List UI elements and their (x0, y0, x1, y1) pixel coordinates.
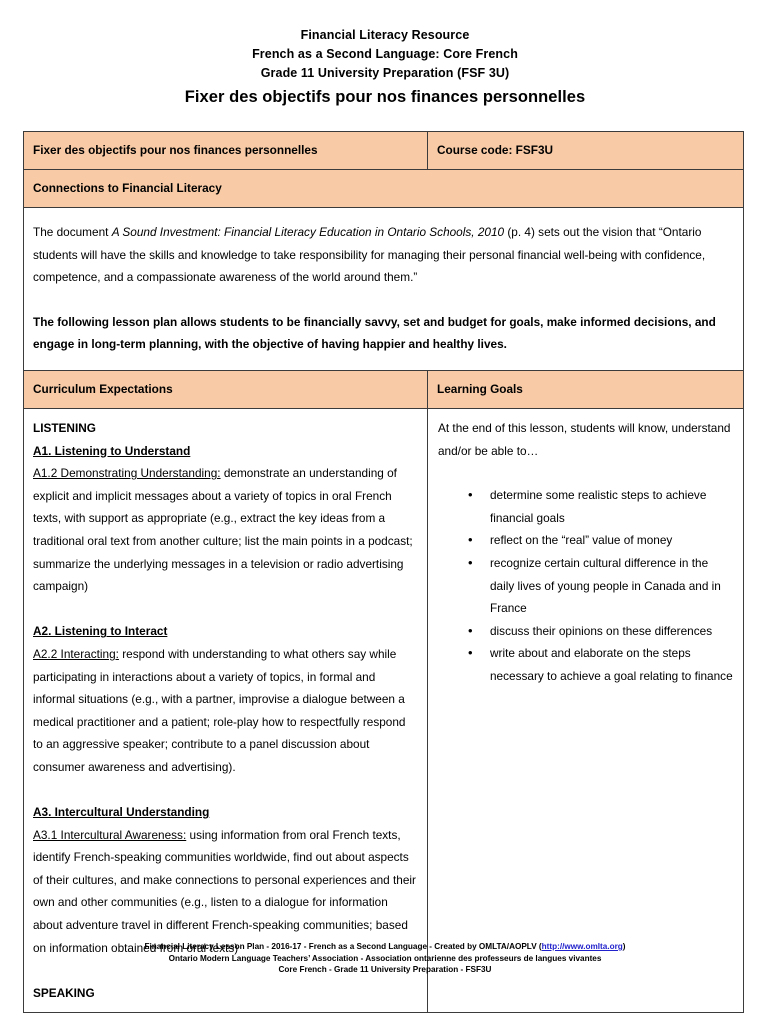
course-code-cell (428, 132, 744, 170)
header-line-1: Financial Literacy Resource (300, 28, 470, 42)
table-row-connections-body (24, 208, 744, 371)
list-item: • recognize certain cultural difference in the daily lives of young people in Canada and in France (438, 552, 733, 620)
header-line-3: Grade 11 University Preparation (FSF 3U) (260, 66, 510, 80)
list-item: • reflect on the “real” value of money (438, 529, 733, 552)
learning-goals-header-text: Learning Goals (437, 381, 523, 396)
connections-body-cell (24, 208, 744, 371)
table-row-content (24, 408, 744, 1012)
list-item: • determine some realistic steps to achieve financial goals (438, 484, 733, 529)
vision-paragraph (33, 221, 731, 289)
expectation-a3-text: using information from oral French texts, identify French-speaking communities worldwide, find out about aspects of their cultures, and make connections to personal experiences and their own and other communities (e.g., listen to a dialogue for information about adventure travel in different French-speaking communities; based on information obtained from oral texts) (33, 827, 416, 955)
header-line-2: French as a Second Language: Core French (252, 47, 518, 61)
footer-line-3: Core French - Grade 11 University Preparation - FSF3U (278, 965, 492, 974)
page-title: Fixer des objectifs pour nos finances personnelles (184, 88, 586, 106)
learning-goals-list (438, 484, 733, 687)
learning-goals-header-cell (428, 370, 744, 408)
expectation-a1-heading: A1. Listening to Understand (33, 443, 191, 458)
curriculum-expectations-header-text: Curriculum Expectations (33, 381, 173, 396)
document-header (0, 0, 770, 110)
document-footer (0, 941, 770, 976)
list-item: • write about and elaborate on the steps necessary to achieve a goal relating to finance (438, 642, 733, 687)
list-item: • discuss their opinions on these differences (438, 620, 733, 643)
learning-goals-cell (428, 408, 744, 1012)
connections-heading-cell (24, 170, 744, 208)
expectation-a2-lead: A2.2 Interacting: (33, 646, 119, 661)
vision-part-2: (p. 4) sets out the vision that “Ontario students will have the skills and knowledge to take responsibility for managing their personal financial well-being with confidence, competence, and a compassionate awareness of the world around them.” (33, 225, 706, 285)
omlta-website-link[interactable]: http://www.omlta.org (541, 942, 623, 951)
lesson-title-text: Fixer des objectifs pour nos finances personnelles (33, 143, 318, 157)
expectation-a2-heading: A2. Listening to Interact (33, 624, 168, 639)
vision-part-1: The document (33, 225, 112, 239)
referenced-document-title: A Sound Investment: Financial Literacy Education in Ontario Schools, 2010 (111, 225, 505, 239)
table-row-column-headers (24, 370, 744, 408)
expectation-a3-heading: A3. Intercultural Understanding (33, 805, 210, 820)
connections-heading-text: Connections to Financial Literacy (33, 181, 222, 195)
curriculum-expectations-header-cell (24, 370, 428, 408)
lesson-plan-table (23, 131, 744, 1013)
expectation-a1-lead: A1.2 Demonstrating Understanding: (33, 466, 221, 481)
lesson-title-cell (24, 132, 428, 170)
expectation-a3-lead: A3.1 Intercultural Awareness: (33, 827, 187, 842)
curriculum-expectations-cell (24, 408, 428, 1012)
footer-line-1-before: Financial Literacy Lesson Plan - 2016-17 - French as a Second Language - Created by OMLTA/AOPLV ( (144, 942, 542, 951)
expectation-a3-body (33, 824, 417, 960)
table-row-connections-heading (24, 170, 744, 208)
spacer-a1-a2 (33, 598, 417, 621)
strand-speaking-label: SPEAKING (33, 985, 95, 1000)
strand-listening-label: LISTENING (33, 420, 96, 435)
footer-line-1 (0, 941, 770, 953)
spacer-a2-a3 (33, 778, 417, 801)
table-row-title (24, 132, 744, 170)
course-code-text: Course code: FSF3U (437, 143, 554, 157)
lesson-statement-paragraph: The following lesson plan allows students to be financially savvy, set and budget for goals, make informed decisions, and engage in long-term planning, with the objective of having happier and healthy lives. (33, 314, 716, 352)
expectation-a2-body (33, 643, 417, 779)
expectation-a1-body (33, 462, 417, 598)
expectation-a2-text: respond with understanding to what others say while participating in interactions about a variety of topics, in formal and informal situations (e.g., with a partner, improvise a dialogue between a medical practitioner and a patient; role-play how to respectfully respond to an aggressive speaker; contribute to a panel discussion about consumer awareness and advertising). (33, 646, 406, 774)
learning-goals-intro: At the end of this lesson, students will know, understand and/or be able to… (438, 420, 731, 458)
footer-line-2: Ontario Modern Language Teachers’ Association - Association ontarienne des professeurs de langues vivantes (168, 953, 602, 963)
expectation-a1-text: demonstrate an understanding of explicit and implicit messages about a variety of topics in oral French texts, with support as appropriate (e.g., extract the key ideas from a traditional oral text from another culture; list the main points in a podcast; summarize the underlying messages in a television or radio advertising campaign) (33, 466, 413, 594)
footer-line-1-after: ) (622, 942, 626, 951)
